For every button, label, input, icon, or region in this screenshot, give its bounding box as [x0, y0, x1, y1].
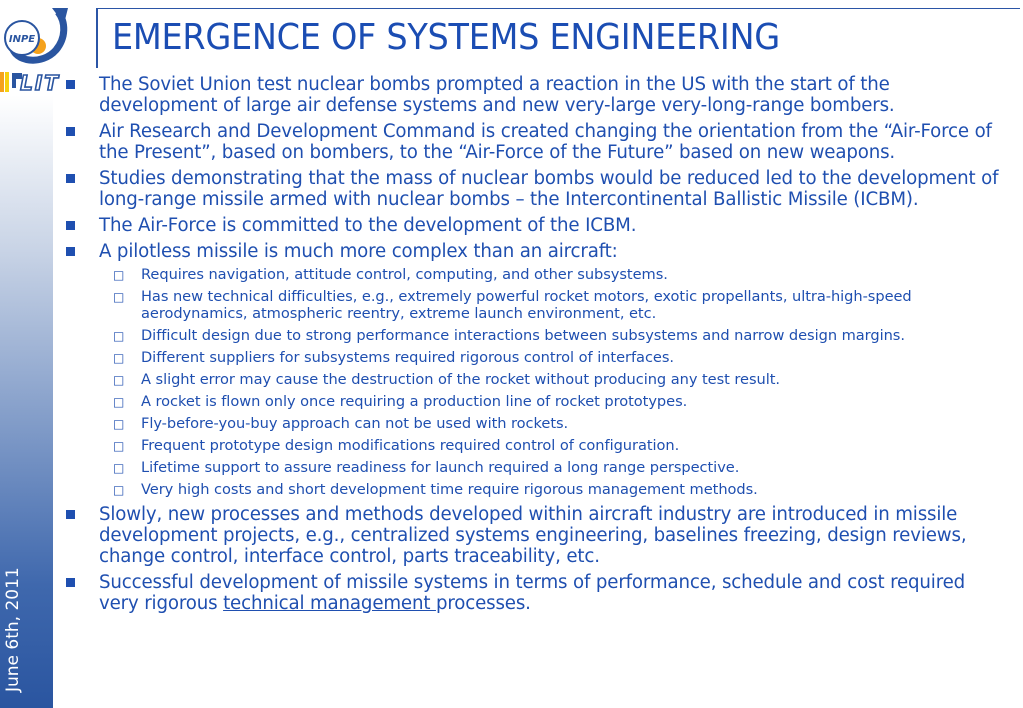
sub-bullet-item [62, 288, 1002, 322]
sub-bullet-text: A slight error may cause the destruction of the rocket without producing any test result. [141, 371, 780, 388]
slide-date: June 6th, 2011 [3, 567, 23, 692]
bullet-item [62, 504, 1002, 567]
sub-bullet-text: Has new technical difficulties, e.g., extremely powerful rocket motors, exotic propellants, ultra-high-speed aerodynamics, atmospheric reentry, extreme launch environment, etc. [141, 288, 912, 322]
technical-management-link[interactable]: technical management [223, 593, 436, 614]
hollow-square-bullet-icon: □ [113, 417, 125, 431]
bullet-text-prefix: Successful development of missile systems in terms of performance, schedule and cost required very rigorous [99, 572, 966, 614]
sub-bullet-list [62, 266, 1002, 498]
square-bullet-icon [66, 174, 75, 183]
hollow-square-bullet-icon: □ [113, 268, 125, 282]
sub-bullet-item [62, 266, 1002, 283]
inpe-logo-text: INPE [8, 34, 36, 45]
inpe-logo [2, 6, 74, 66]
square-bullet-icon [66, 247, 75, 256]
square-bullet-icon [66, 80, 75, 89]
bullet-text: Air Research and Development Command is created changing the orientation from the “Air-Force of the Present”, based on bombers, to the “Air-Force of the Future” based on new weapons. [99, 121, 992, 163]
sub-bullet-text: Difficult design due to strong performance interactions between subsystems and narrow design margins. [141, 327, 905, 344]
hollow-square-bullet-icon: □ [113, 483, 125, 497]
header-divider [96, 8, 98, 68]
hollow-square-bullet-icon: □ [113, 351, 125, 365]
square-bullet-icon [66, 127, 75, 136]
slide-title: EMERGENCE OF SYSTEMS ENGINEERING [112, 17, 780, 58]
hollow-square-bullet-icon: □ [113, 395, 125, 409]
bullet-text: The Air-Force is committed to the development of the ICBM. [99, 215, 637, 236]
hollow-square-bullet-icon: □ [113, 439, 125, 453]
bullet-item [62, 121, 1002, 163]
sub-bullet-text: Requires navigation, attitude control, computing, and other subsystems. [141, 266, 668, 283]
sub-bullet-text: Fly-before-you-buy approach can not be used with rockets. [141, 415, 569, 432]
header-rule [96, 8, 1020, 9]
bullet-item [62, 241, 1002, 262]
slide-content [62, 74, 1002, 619]
sub-bullet-item [62, 327, 1002, 344]
sub-bullet-item [62, 459, 1002, 476]
bullet-text: The Soviet Union test nuclear bombs prompted a reaction in the US with the start of the development of large air defense systems and new very-large very-long-range bombers. [99, 74, 895, 116]
sub-bullet-item [62, 481, 1002, 498]
hollow-square-bullet-icon: □ [113, 373, 125, 387]
sub-bullet-item [62, 371, 1002, 388]
sub-bullet-text: Very high costs and short development time require rigorous management methods. [141, 481, 758, 498]
sub-bullet-item [62, 437, 1002, 454]
hollow-square-bullet-icon: □ [113, 329, 125, 343]
bullet-text: A pilotless missile is much more complex than an aircraft: [99, 241, 618, 262]
bullet-item [62, 572, 1002, 614]
hollow-square-bullet-icon: □ [113, 461, 125, 475]
sub-bullet-text: Lifetime support to assure readiness for launch required a long range perspective. [141, 459, 740, 476]
bullet-text-suffix: processes. [435, 593, 531, 614]
square-bullet-icon [66, 578, 75, 587]
sub-bullet-item [62, 415, 1002, 432]
bullet-text: Studies demonstrating that the mass of nuclear bombs would be reduced led to the development of long-range missile armed with nuclear bombs – the Intercontinental Ballistic Missile (ICBM). [99, 168, 999, 210]
sub-bullet-text: A rocket is flown only once requiring a production line of rocket prototypes. [141, 393, 688, 410]
bullet-item [62, 168, 1002, 210]
square-bullet-icon [66, 510, 75, 519]
sub-bullet-text: Frequent prototype design modifications required control of configuration. [141, 437, 680, 454]
bullet-item [62, 215, 1002, 236]
bullet-item [62, 74, 1002, 116]
lit-logo-text: LIT [20, 71, 60, 94]
sub-bullet-item [62, 393, 1002, 410]
hollow-square-bullet-icon: □ [113, 290, 125, 304]
square-bullet-icon [66, 221, 75, 230]
sub-bullet-item [62, 349, 1002, 366]
bullet-text: Slowly, new processes and methods developed within aircraft industry are introduced in missile development projects, e.g., centralized systems engineering, baselines freezing, design reviews, change control, interface control, parts traceability, etc. [99, 504, 967, 567]
sub-bullet-text: Different suppliers for subsystems required rigorous control of interfaces. [141, 349, 674, 366]
